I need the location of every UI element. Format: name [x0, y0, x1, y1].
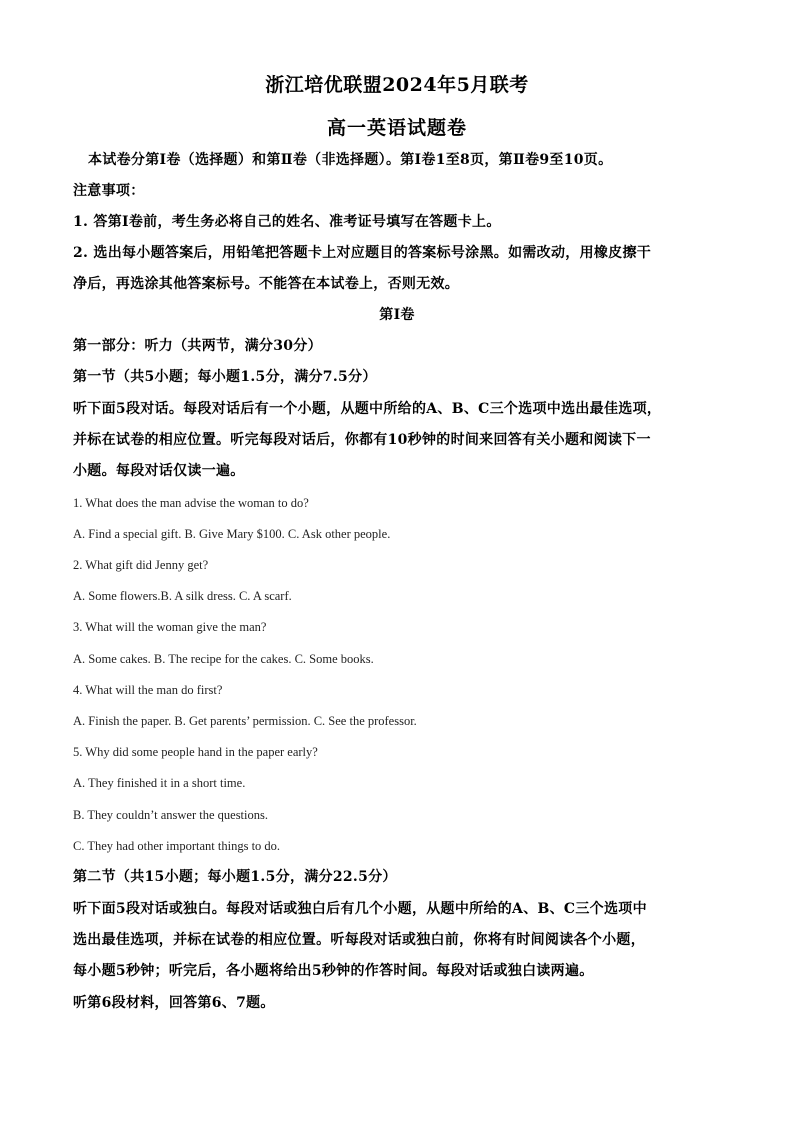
section2-instruction-line-2: 选出最佳选项，并标在试卷的相应位置。听每段对话或独白前，你将有时间阅读各个小题，	[73, 932, 645, 948]
section2-instruction-line-3: 每小题5秒钟；听完后，各小题将给出5秒钟的作答时间。每段对话或独白读两遍。	[73, 963, 594, 979]
section2-heading: 第二节（共15小题；每小题1.5分，满分22.5分）	[73, 869, 397, 885]
question-5-option-a: A. They finished it in a short time.	[73, 776, 246, 790]
section1-instruction-line-2: 并标在试卷的相应位置。听完每段对话后，你都有10秒钟的时间来回答有关小题和阅读下一	[73, 432, 651, 448]
exam-title: 浙江培优联盟2024年5月联考	[265, 74, 529, 96]
notice-label: 注意事项：	[73, 183, 145, 199]
question-4-options: A. Finish the paper. B. Get parents’ permission. C. See the professor.	[73, 714, 417, 728]
paper-structure-note: 本试卷分第Ⅰ卷（选择题）和第Ⅱ卷（非选择题）。第Ⅰ卷1至8页，第Ⅱ卷9至10页。	[88, 152, 613, 168]
section1-instruction-line-1: 听下面5段对话。每段对话后有一个小题，从题中所给的A、B、C三个选项中选出最佳选项，	[73, 401, 662, 417]
notice-item-1: 1. 答第Ⅰ卷前，考生务必将自己的姓名、准考证号填写在答题卡上。	[73, 214, 501, 230]
notice-item-2-line-2: 净后，再选涂其他答案标号。不能答在本试卷上，否则无效。	[73, 276, 460, 292]
question-5-option-b: B. They couldn’t answer the questions.	[73, 808, 268, 822]
material-6-instruction: 听第6段材料，回答第6、7题。	[73, 995, 275, 1011]
question-3-options: A. Some cakes. B. The recipe for the cakes. C. Some books.	[73, 652, 374, 666]
question-2-options: A. Some flowers.B. A silk dress. C. A scarf.	[73, 589, 292, 603]
question-5-option-c: C. They had other important things to do.	[73, 839, 281, 853]
section1-instruction-line-3: 小题。每段对话仅读一遍。	[73, 463, 245, 479]
part1-heading: 第一部分：听力（共两节，满分30分）	[73, 338, 322, 354]
question-4: 4. What will the man do first?	[73, 683, 223, 697]
question-3: 3. What will the woman give the man?	[73, 620, 267, 634]
question-1: 1. What does the man advise the woman to do?	[73, 496, 309, 510]
question-5: 5. Why did some people hand in the paper early?	[73, 745, 318, 759]
section1-heading: 第一节（共5小题；每小题1.5分，满分7.5分）	[73, 369, 377, 385]
question-2: 2. What gift did Jenny get?	[73, 558, 209, 572]
section2-instruction-line-1: 听下面5段对话或独白。每段对话或独白后有几个小题，从题中所给的A、B、C三个选项中	[73, 901, 647, 917]
exam-subtitle: 高一英语试题卷	[326, 117, 467, 139]
question-1-options: A. Find a special gift. B. Give Mary $100. C. Ask other people.	[73, 527, 391, 541]
volume-label: 第Ⅰ卷	[379, 307, 415, 323]
notice-item-2-line-1: 2. 选出每小题答案后，用铅笔把答题卡上对应题目的答案标号涂黑。如需改动，用橡皮擦干	[73, 245, 652, 261]
